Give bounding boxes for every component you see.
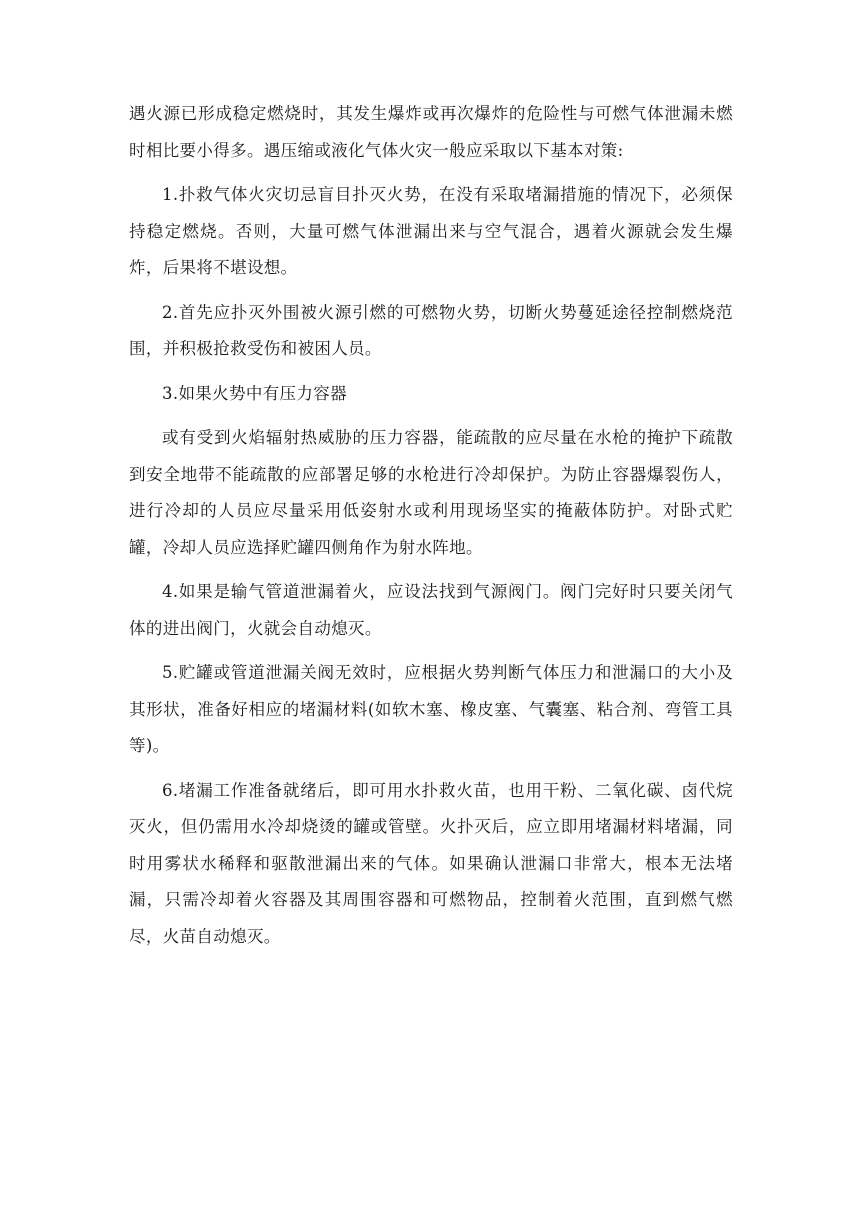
paragraph-item-3: 3.如果火势中有压力容器 <box>162 383 347 403</box>
paragraph-item-6: 6.堵漏工作准备就绪后，即可用水扑救火苗，也用干粉、二氧化碳、卤代烷灭火，但仍需用水冷却烧烫的罐或管壁。火扑灭后，应立即用堵漏材料堵漏，同时用雾状水稀释和驱散泄漏出来的气体。如果确认泄漏口非常大，根本无法堵漏，只需冷却着火容器及其周围容器和可燃物品，控制着火范围，直到燃气燃尽，火苗自动熄灭。 <box>129 780 733 946</box>
paragraph-item-5: 5.贮罐或管道泄漏关阀无效时，应根据火势判断气体压力和泄漏口的大小及其形状，准备好相应的堵漏材料(如软木塞、橡皮塞、气囊塞、粘合剂、弯管工具等)。 <box>129 663 733 755</box>
paragraph: 遇火源已形成稳定燃烧时，其发生爆炸或再次爆炸的危险性与可燃气体泄漏未燃时相比要小得多。遇压缩或液化气体火灾一般应采取以下基本对策: <box>129 104 733 160</box>
document-body <box>129 96 733 963</box>
paragraph-item-4: 4.如果是输气管道泄漏着火，应设法找到气源阀门。阀门完好时只要关闭气体的进出阀门，火就会自动熄灭。 <box>129 582 733 638</box>
paragraph-item-1: 1.扑救气体火灾切忌盲目扑灭火势，在没有采取堵漏措施的情况下，必须保持稳定燃烧。否则，大量可燃气体泄漏出来与空气混合，遇着火源就会发生爆炸，后果将不堪设想。 <box>129 185 733 277</box>
paragraph-item-3-detail: 或有受到火焰辐射热威胁的压力容器，能疏散的应尽量在水枪的掩护下疏散到安全地带不能疏散的应部署足够的水枪进行冷却保护。为防止容器爆裂伤人，进行冷却的人员应尽量采用低姿射水或利用现场坚实的掩蔽体防护。对卧式贮罐，冷却人员应选择贮罐四侧角作为射水阵地。 <box>129 428 733 557</box>
paragraph-item-2: 2.首先应扑灭外围被火源引燃的可燃物火势，切断火势蔓延途径控制燃烧范围，并积极抢救受伤和被困人员。 <box>129 302 733 358</box>
